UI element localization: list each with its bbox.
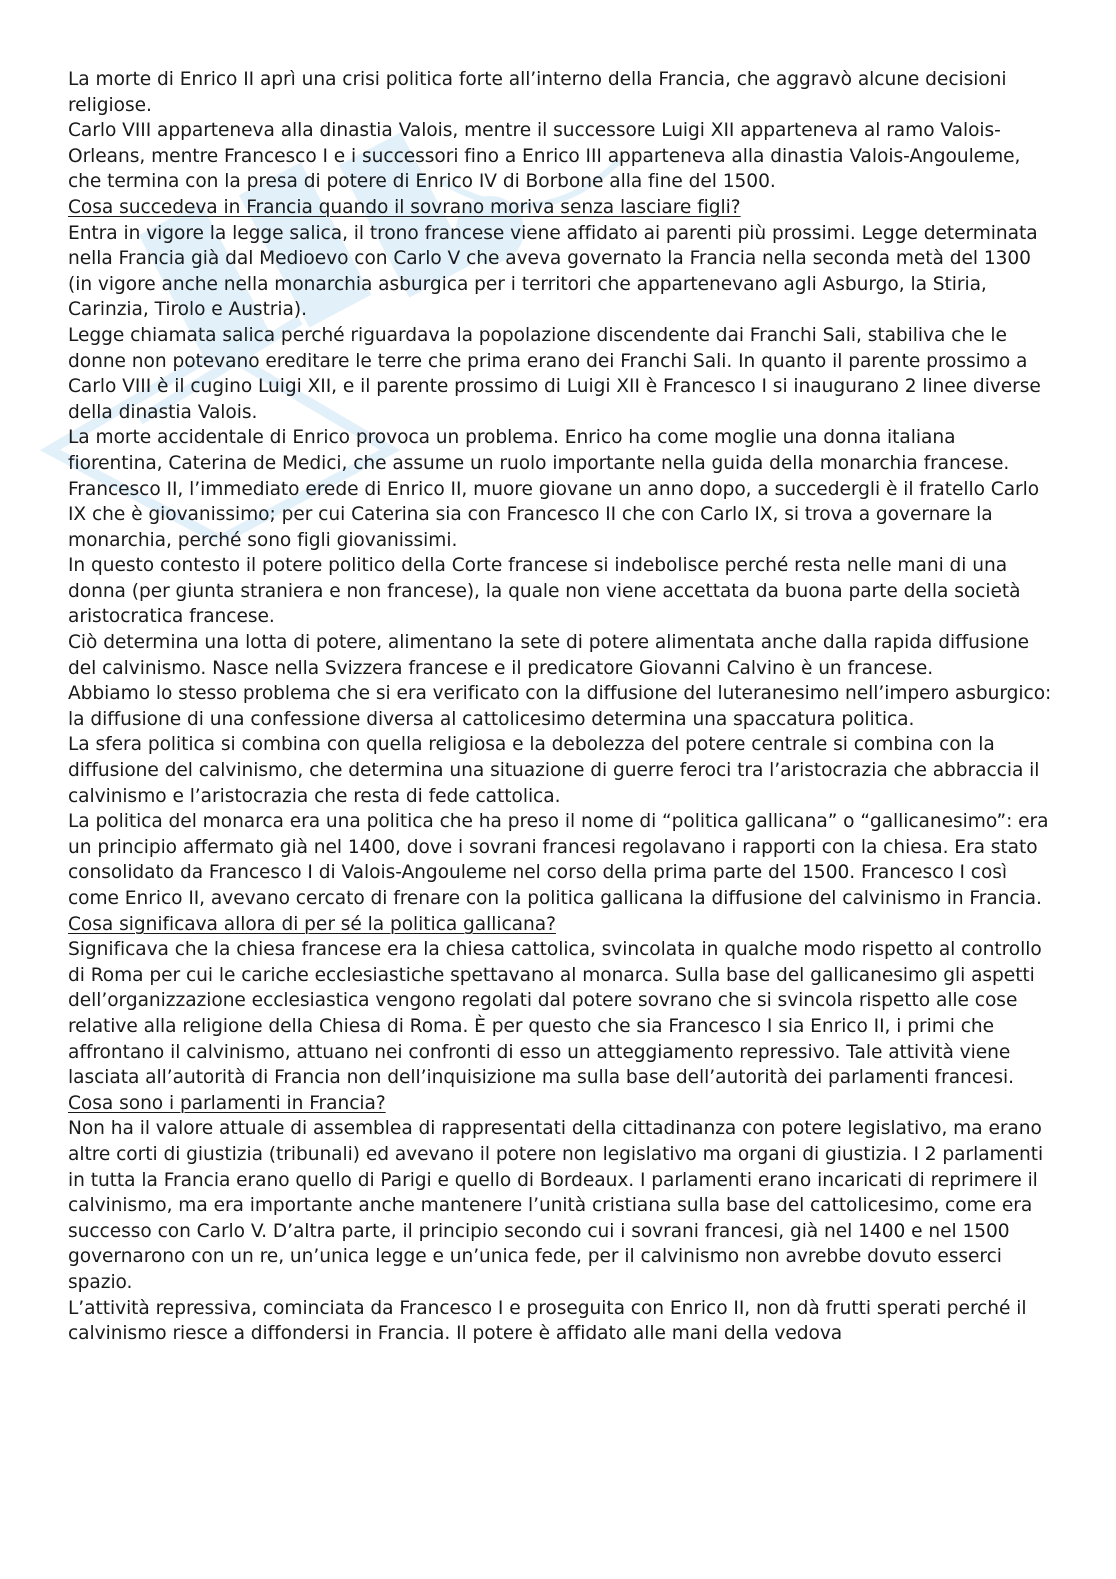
paragraph: Carlo VIII apparteneva alla dinastia Valois, mentre il successore Luigi XII apparteneva al ramo Valois-Orleans, mentre Francesco I e i successori fino a Enrico III apparteneva alla dinastia Valois-Angouleme, che termina con la presa di potere di Enrico IV di Borbone alla fine del 1500.	[68, 120, 1021, 193]
paragraph: La morte di Enrico II aprì una crisi politica forte all’interno della Francia, che aggravò alcune decisioni religiose.	[68, 69, 1007, 116]
paragraph: La morte accidentale di Enrico provoca un problema. Enrico ha come moglie una donna italiana fiorentina, Caterina de Medici, che assume un ruolo importante nella guida della monarchia francese. Francesco II, l’immediato erede di Enrico II, muore giovane un anno dopo, a succedergli è il fratello Carlo IX che è giovanissimo; per cui Caterina sia con Francesco II che con Carlo IX, si trova a governare la monarchia, perché sono figli giovanissimi.	[68, 427, 1040, 551]
paragraph: Abbiamo lo stesso problema che si era verificato con la diffusione del luteranesimo nell’impero asburgico: la diffusione di una confessione diversa al cattolicesimo determina una spaccatura politica.	[68, 683, 1052, 730]
paragraph: In questo contesto il potere politico della Corte francese si indebolisce perché resta nelle mani di una donna (per giunta straniera e non francese), la quale non viene accettata da buona parte della società aristocratica francese.	[68, 555, 1021, 628]
section-question: Cosa significava allora di per sé la politica gallicana?	[68, 913, 556, 935]
paragraph: Entra in vigore la legge salica, il trono francese viene affidato ai parenti più prossimi. Legge determinata nella Francia già dal Medioevo con Carlo V che aveva governato la Francia nella seconda metà del 1300 (in vigore anche nella monarchia asburgica per i territori che appartenevano agli Asburgo, la Stiria, Carinzia, Tirolo e Austria).	[68, 222, 1038, 321]
paragraph: Non ha il valore attuale di assemblea di rappresentati della cittadinanza con potere legislativo, ma erano altre corti di giustizia (tribunali) ed avevano il potere non legislativo ma organi di giustizia. I 2 parlamenti in tutta la Francia erano quello di Parigi e quello di Bordeaux. I parlamenti erano incaricati di reprimere il calvinismo, ma era importante anche mantenere l’unità cristiana sulla base del cattolicesimo, come era successo con Carlo V. D’altra parte, il principio secondo cui i sovrani francesi, già nel 1400 e nel 1500 governarono con un re, un’unica legge e un’unica fede, per il calvinismo non avrebbe dovuto esserci spazio.	[68, 1118, 1044, 1293]
section-question: Cosa succedeva in Francia quando il sovrano moriva senza lasciare figli?	[68, 196, 741, 218]
section-question: Cosa sono i parlamenti in Francia?	[68, 1092, 386, 1114]
paragraph: La sfera politica si combina con quella religiosa e la debolezza del potere centrale si combina con la diffusione del calvinismo, che determina una situazione di guerre feroci tra l’aristocrazia che abbraccia il calvinismo e l’aristocrazia che resta di fede cattolica.	[68, 734, 1040, 807]
paragraph: Significava che la chiesa francese era la chiesa cattolica, svincolata in qualche modo rispetto al controllo di Roma per cui le cariche ecclesiastiche spettavano al monarca. Sulla base del gallicanesimo gli aspetti dell’organizzazione ecclesiastica vengono regolati dal potere sovrano che si svincola rispetto alle cose relative alla religione della Chiesa di Roma. È per questo che sia Francesco I sia Enrico II, i primi che affrontano il calvinismo, attuano nei confronti di esso un atteggiamento repressivo. Tale attività viene lasciata all’autorità di Francia non dell’inquisizione ma sulla base dell’autorità dei parlamenti francesi.	[68, 939, 1042, 1089]
paragraph: L’attività repressiva, cominciata da Francesco I e proseguita con Enrico II, non dà frutti sperati perché il calvinismo riesce a diffondersi in Francia. Il potere è affidato alle mani della vedova	[68, 1297, 1027, 1345]
document-body	[68, 67, 1053, 1347]
paragraph: La politica del monarca era una politica che ha preso il nome di “politica gallicana” o “gallicanesimo”: era un principio affermato già nel 1400, dove i sovrani francesi regolavano i rapporti con la chiesa. Era stato consolidato da Francesco I di Valois-Angouleme nel corso della prima parte del 1500. Francesco I così come Enrico II, avevano cercato di frenare con la politica gallicana la diffusione del calvinismo in Francia.	[68, 811, 1049, 909]
paragraph: Ciò determina una lotta di potere, alimentano la sete di potere alimentata anche dalla rapida diffusione del calvinismo. Nasce nella Svizzera francese e il predicatore Giovanni Calvino è un francese.	[68, 632, 1030, 679]
paragraph: Legge chiamata salica perché riguardava la popolazione discendente dai Franchi Sali, stabiliva che le donne non potevano ereditare le terre che prima erano dei Franchi Sali. In quanto il parente prossimo a Carlo VIII è il cugino Luigi XII, e il parente prossimo di Luigi XII è Francesco I si inaugurano 2 linee diverse della dinastia Valois.	[68, 324, 1041, 423]
